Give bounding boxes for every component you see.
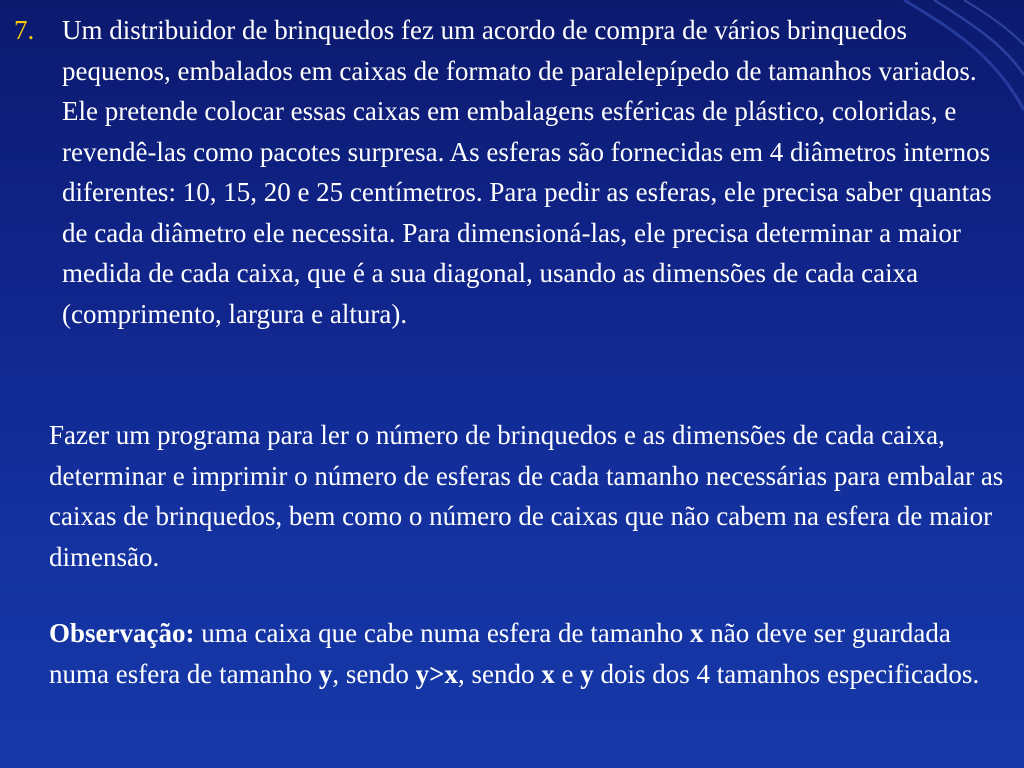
observation-text-2: não deve ser guardada numa esfera de tamanho (49, 618, 951, 689)
observation-text-1: uma caixa que cabe numa esfera de tamanho (194, 618, 690, 648)
var-y: y (318, 658, 333, 689)
observation-label: Observação: (49, 618, 195, 648)
task-description: Fazer um programa para ler o número de brinquedos e as dimensões de cada caixa, determinar e imprimir o número de esferas de cada tamanho necessárias para embalar as caixas de brinquedos, bem como o número de caixas que não cabem na esfera de maior dimensão. (49, 420, 1004, 572)
comparison: y>x (415, 658, 459, 689)
problem-description: Um distribuidor de brinquedos fez um acordo de compra de vários brinquedos pequenos, embalados em caixas de formato de paralelepípedo de tamanhos variados. Ele pretende colocar essas caixas em embalagens esféricas de plástico, coloridas, e revendê-las como pacotes surpresa. As esferas são fornecidas em 4 diâmetros internos diferentes: 10, 15, 20 e 25 centímetros. Para pedir as esferas, ele precisa saber quantas de cada diâmetro ele necessita. Para dimensioná-las, ele precisa determinar a maior medida de cada caixa, que é a sua diagonal, usando as dimensões de cada caixa (comprimento, largura e altura). (62, 15, 992, 329)
var-x-2: x (541, 658, 555, 689)
observation-text-5: e (554, 658, 581, 689)
var-y-2: y (580, 658, 594, 689)
observation-text-3: , sendo (332, 658, 416, 689)
observation-text-4: , sendo (458, 658, 542, 689)
observation-text-6: dois dos 4 tamanhos especificados. (593, 658, 980, 689)
observation-note (49, 613, 1009, 694)
var-x: x (689, 618, 704, 648)
item-number: 7. (14, 15, 35, 45)
